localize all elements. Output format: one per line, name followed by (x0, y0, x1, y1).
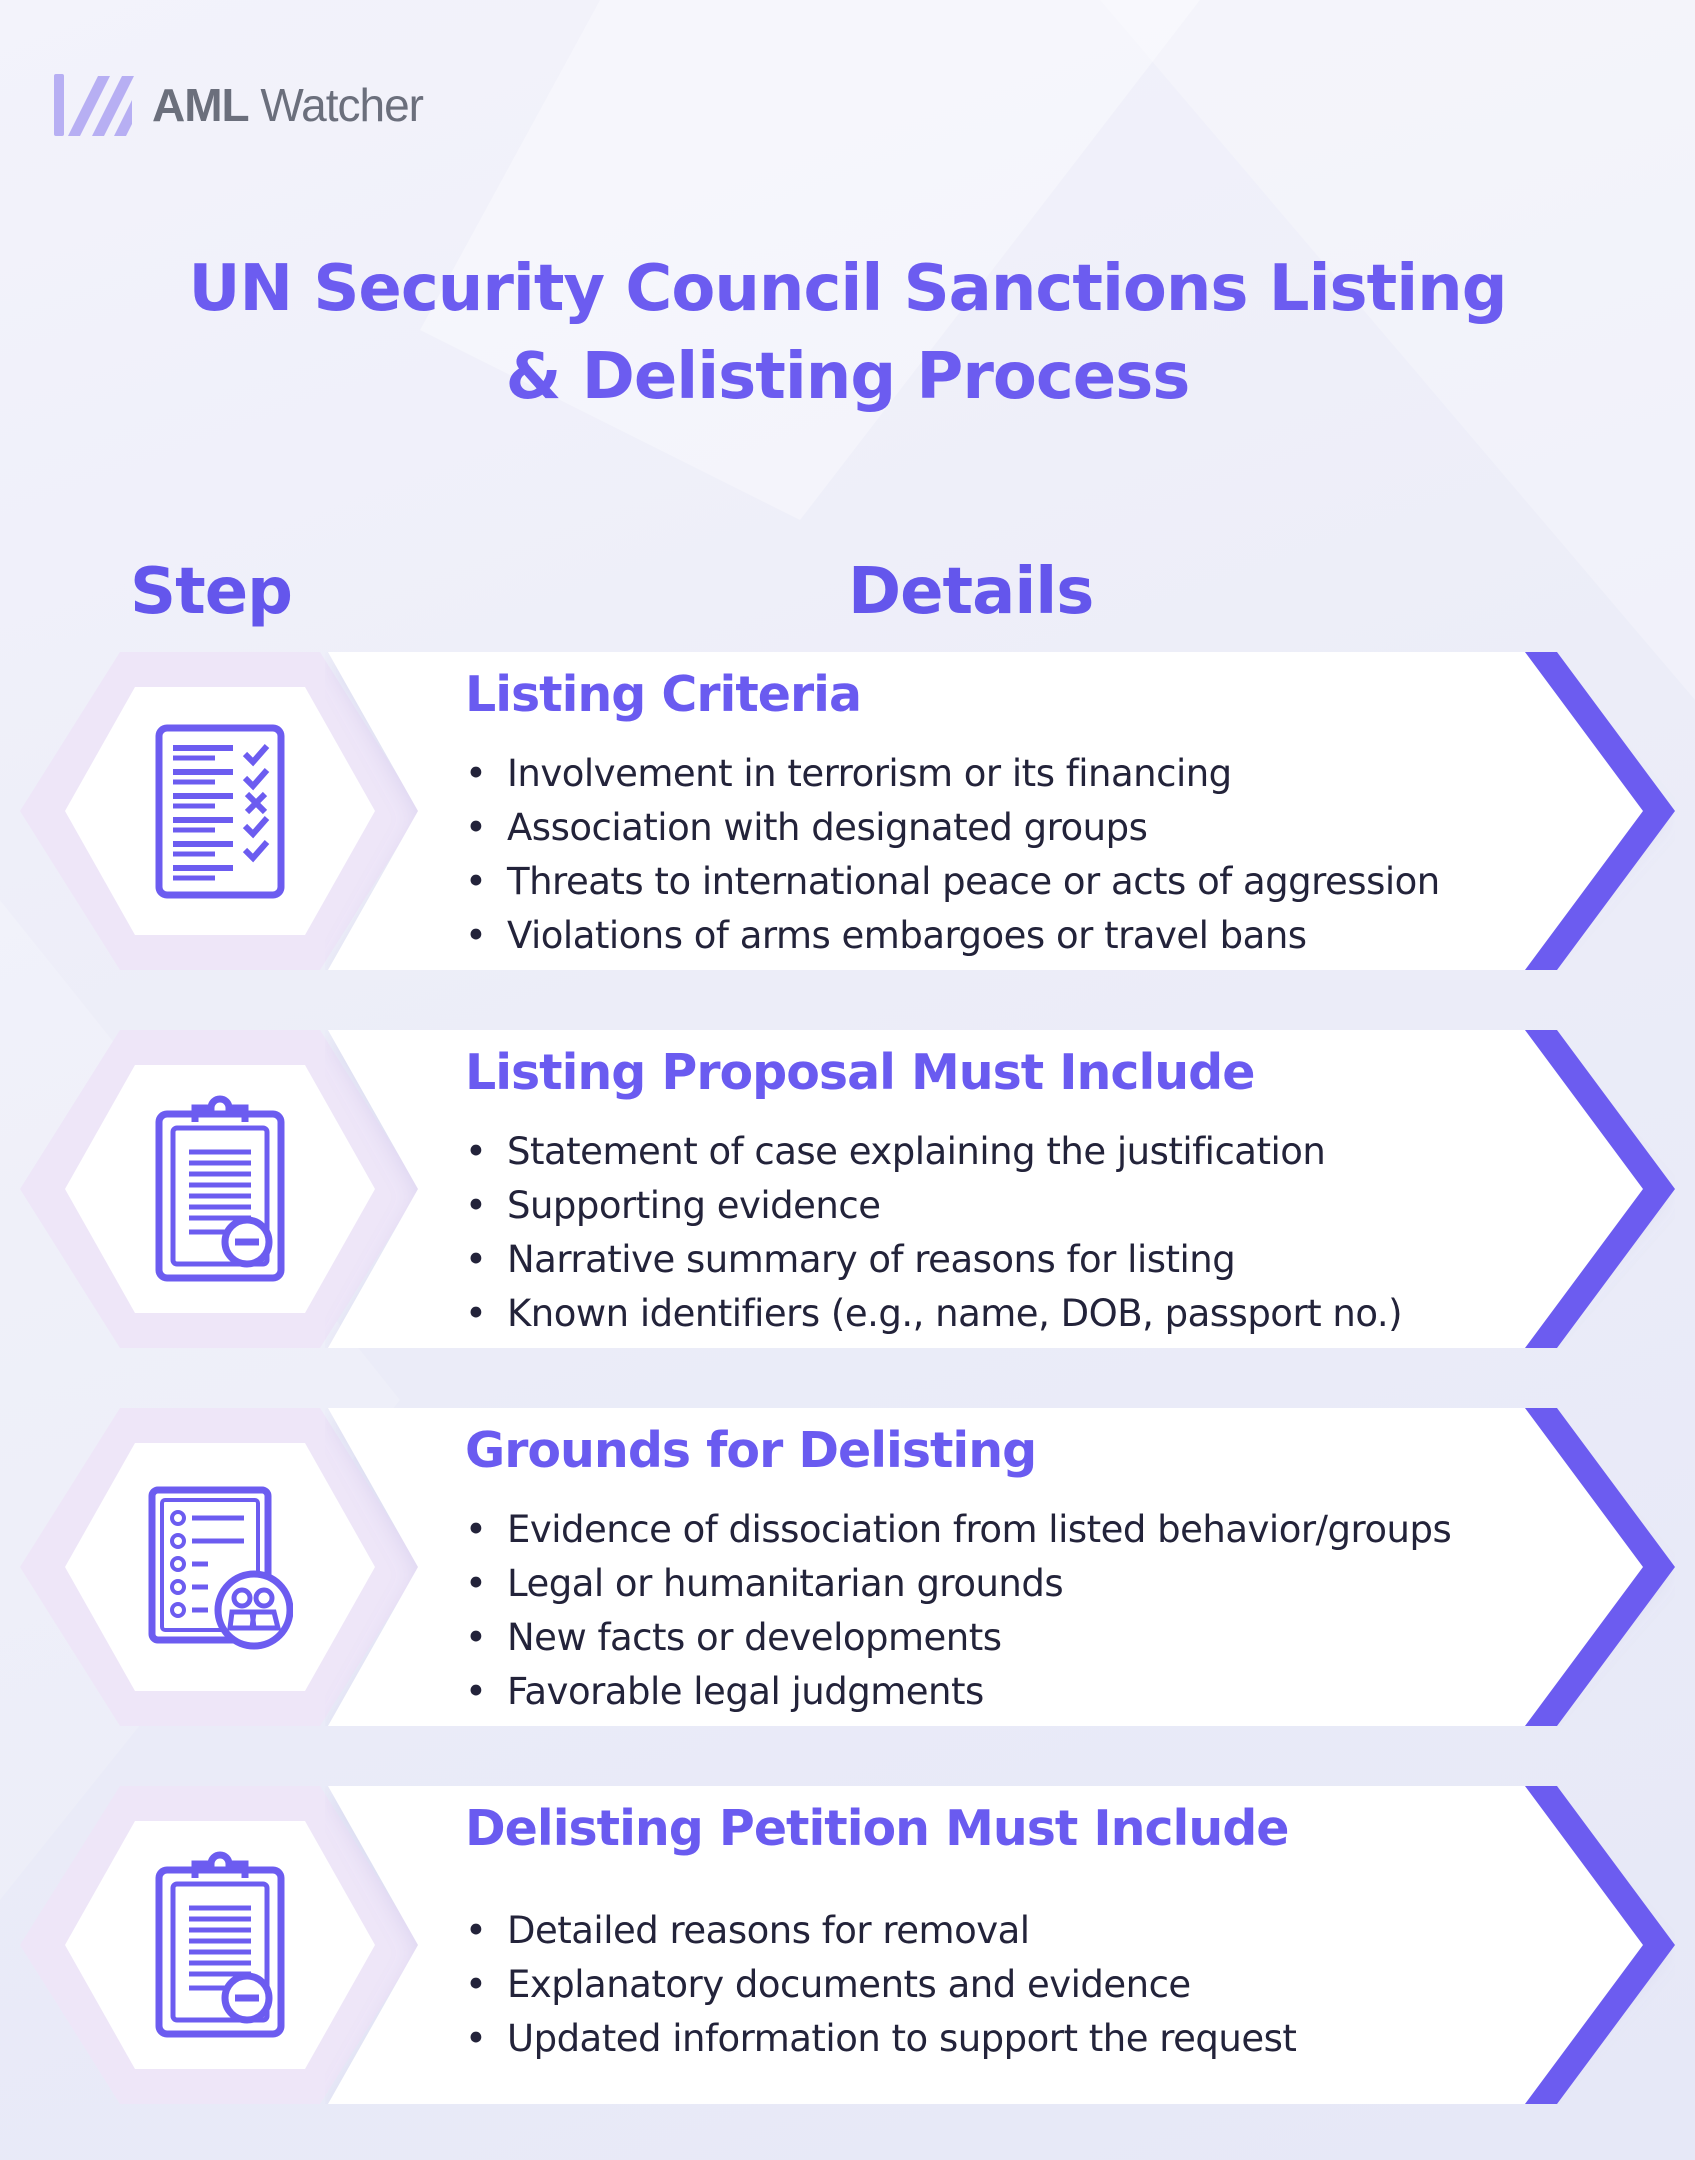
bullet-item: • Association with designated groups (465, 801, 1440, 855)
column-header-details: Details (848, 555, 1094, 629)
step-row-2 (0, 1030, 1695, 1348)
step-title: Grounds for Delisting (465, 1422, 1037, 1479)
step-title: Listing Proposal Must Include (465, 1044, 1255, 1101)
bullet-item: • Evidence of dissociation from listed behavior/groups (465, 1503, 1451, 1557)
step-bullets (465, 1503, 1451, 1719)
clipboard-minus-icon (155, 1848, 285, 2038)
step-row-4 (0, 1786, 1695, 2104)
step-card (325, 1408, 1675, 1726)
bullet-item: • Statement of case explaining the justification (465, 1125, 1402, 1179)
step-card (325, 1030, 1675, 1348)
bullet-item: • Known identifiers (e.g., name, DOB, passport no.) (465, 1287, 1402, 1341)
bullet-item: • Detailed reasons for removal (465, 1904, 1296, 1958)
logo-mark-icon (52, 72, 136, 138)
step-title: Delisting Petition Must Include (465, 1800, 1289, 1857)
page-title: UN Security Council Sanctions Listing & Delisting Process (188, 252, 1507, 414)
step-bullets (465, 1125, 1402, 1341)
step-card (325, 652, 1675, 970)
list-people-icon (148, 1486, 293, 1656)
bullet-item: • Explanatory documents and evidence (465, 1958, 1296, 2012)
step-bullets (465, 747, 1440, 963)
brand-logo (52, 72, 423, 138)
bullet-item: • Updated information to support the request (465, 2012, 1296, 2066)
brand-name: AML Watcher (152, 79, 423, 131)
step-card (325, 1786, 1675, 2104)
bullet-item: • Threats to international peace or acts of aggression (465, 855, 1440, 909)
clipboard-minus-icon (155, 1092, 285, 1282)
bullet-item: • Favorable legal judgments (465, 1665, 1451, 1719)
step-row-1 (0, 652, 1695, 970)
step-title: Listing Criteria (465, 666, 862, 723)
bullet-item: • Legal or humanitarian grounds (465, 1557, 1451, 1611)
bullet-item: • New facts or developments (465, 1611, 1451, 1665)
checklist-icon (155, 724, 285, 899)
bullet-item: • Supporting evidence (465, 1179, 1402, 1233)
bullet-item: • Involvement in terrorism or its financing (465, 747, 1440, 801)
column-header-step: Step (130, 555, 292, 629)
bullet-item: • Narrative summary of reasons for listing (465, 1233, 1402, 1287)
step-bullets (465, 1904, 1296, 2066)
step-row-3 (0, 1408, 1695, 1726)
bullet-item: • Violations of arms embargoes or travel bans (465, 909, 1440, 963)
